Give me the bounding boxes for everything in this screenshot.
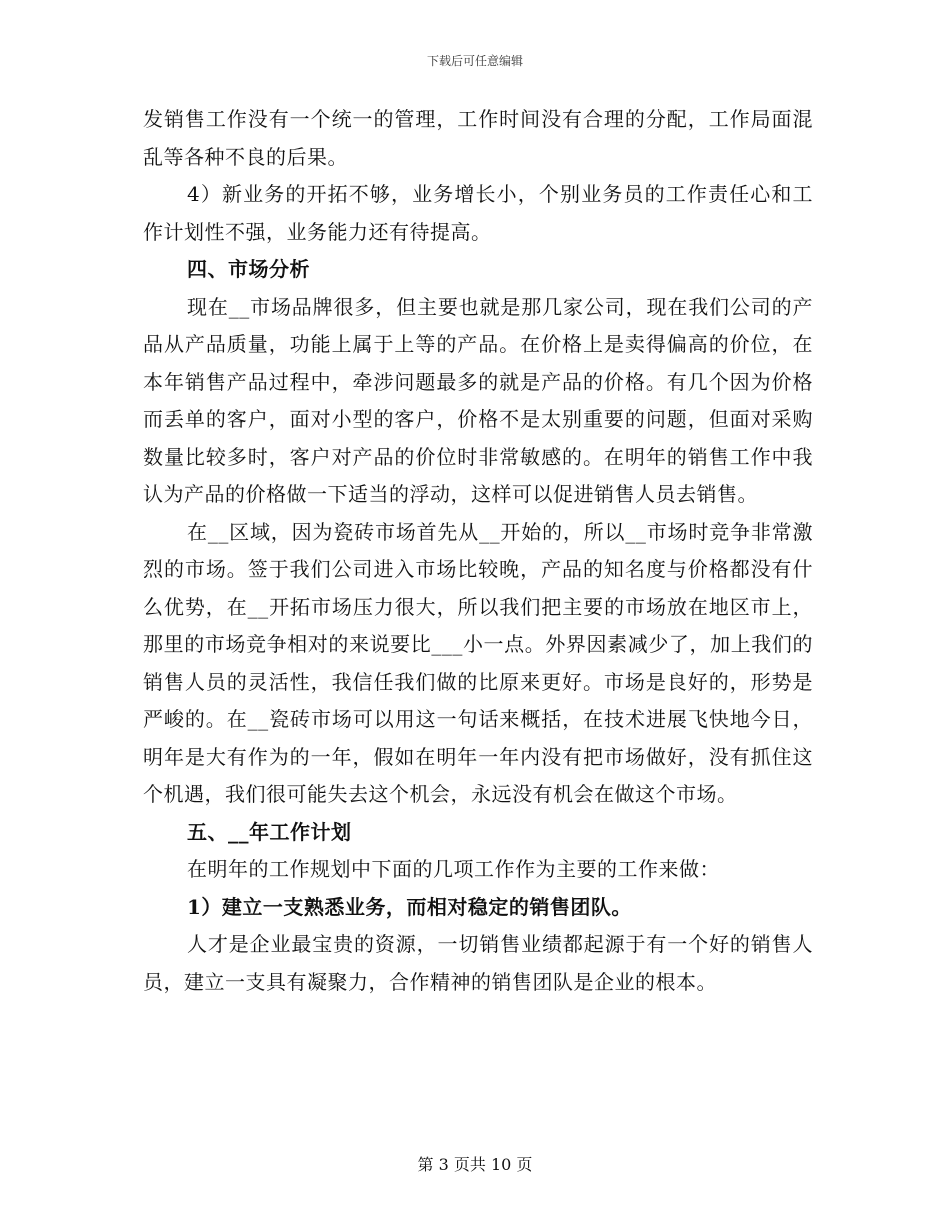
- paragraph: 在明年的工作规划中下面的几项工作作为主要的工作来做：: [187, 857, 720, 881]
- paragraph: 4）新业务的开拓不够，业务增长小，个别业务员的工作责任心和工作计划性不强，业务能力还有待提高。: [143, 182, 813, 244]
- document-body: [143, 101, 813, 1001]
- paragraph: 在__区域，因为瓷砖市场首先从__开始的，所以__市场时竞争非常激烈的市场。签于我们公司进入市场比较晚，产品的知名度与价格都没有什么优势，在__开拓市场压力很大，所以我们把主要的市场放在地区市上，那里的市场竞争相对的来说要比___小一点。外界因素减少了，加上我们的销售人员的灵活性，我信任我们做的比原来更好。市场是良好的，形势是严峻的。在__瓷砖市场可以用这一句话来概括，在技术进展飞快地今日，明年是大有作为的一年，假如在明年一年内没有把市场做好，没有抓住这个机遇，我们很可能失去这个机会，永远没有机会在做这个市场。: [143, 519, 813, 806]
- page-header: 下载后可任意编辑: [426, 54, 523, 68]
- subsection-heading: 1）建立一支熟悉业务，而相对稳定的销售团队。: [187, 894, 632, 919]
- section-heading: 五、__年工作计划: [187, 819, 352, 844]
- page-number: 第 3 页共 10 页: [417, 1155, 533, 1174]
- paragraph: 现在__市场品牌很多，但主要也就是那几家公司，现在我们公司的产品从产品质量，功能上属于上等的产品。在价格上是卖得偏高的价位，在本年销售产品过程中，牵涉问题最多的就是产品的价格。有几个因为价格而丢单的客户，面对小型的客户，价格不是太别重要的问题，但面对采购数量比较多时，客户对产品的价位时非常敏感的。在明年的销售工作中我认为产品的价格做一下适当的浮动，这样可以促进销售人员去销售。: [143, 294, 813, 506]
- paragraph: 人才是企业最宝贵的资源，一切销售业绩都起源于有一个好的销售人员，建立一支具有凝聚力，合作精神的销售团队是企业的根本。: [143, 932, 813, 994]
- paragraph: 发销售工作没有一个统一的管理，工作时间没有合理的分配，工作局面混乱等各种不良的后果。: [143, 107, 813, 169]
- section-heading: 四、市场分析: [187, 257, 310, 281]
